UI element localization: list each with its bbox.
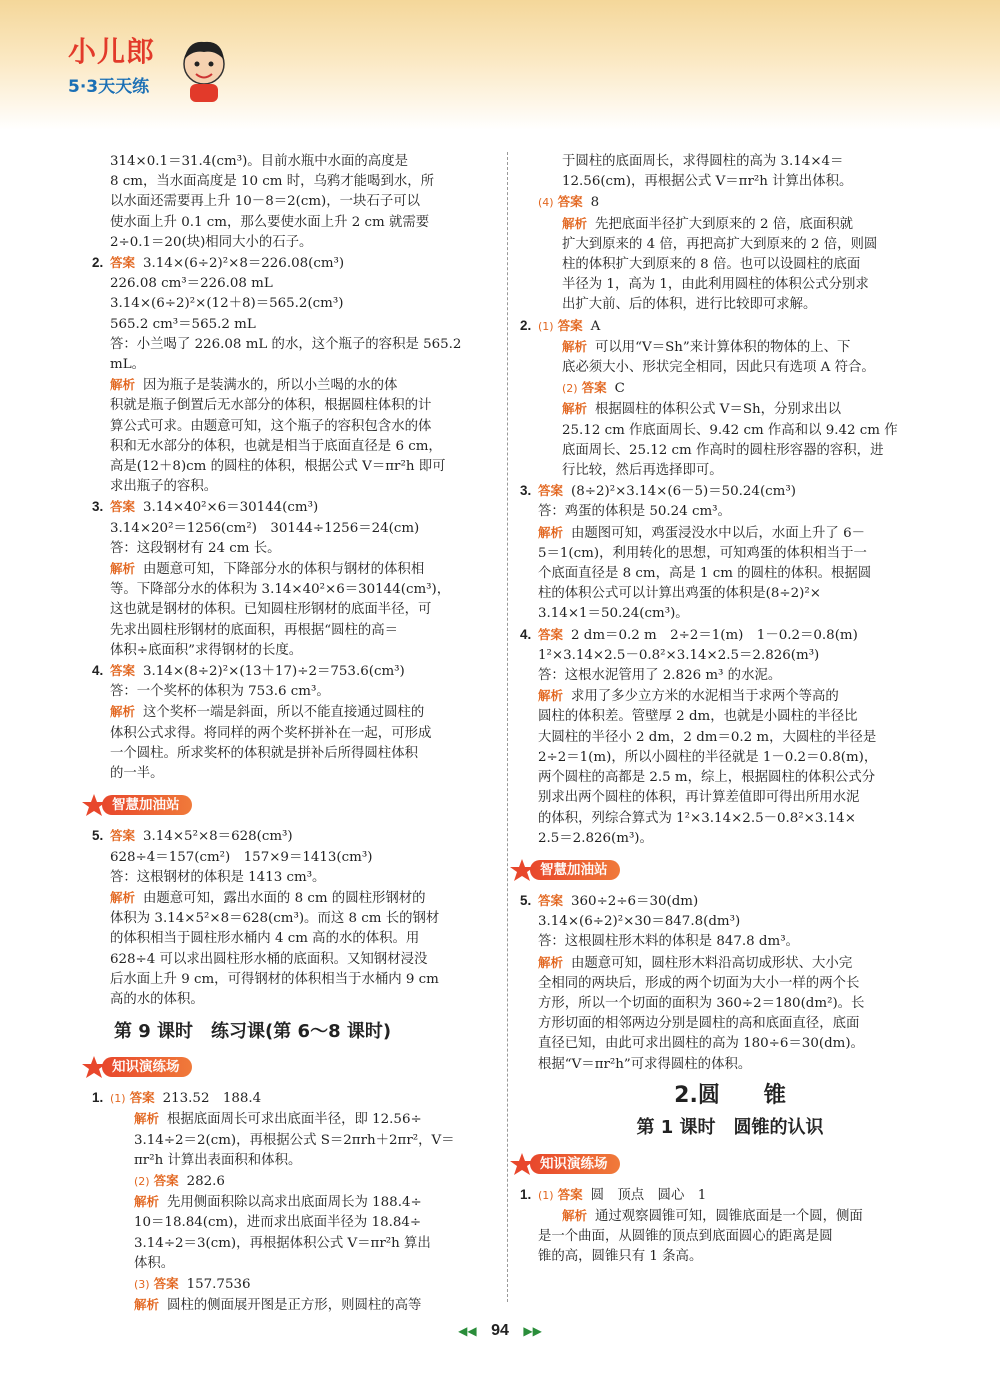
l1-p2-jx-tag: 解析 — [134, 1194, 160, 1210]
c1-jx-1: 是一个曲面，从圆锥的顶点到底面圆心的距离是圆 — [538, 1229, 833, 1245]
r2-p2-jx-0: 根据圆柱的体积公式 V＝Sh，分别求出以 — [595, 402, 841, 418]
r3-number: 3. — [520, 483, 532, 499]
question-3 — [92, 497, 494, 661]
q4-jx-3: 的一半。 — [110, 766, 164, 782]
r4-line-1: 1²×3.14×2.5－0.8²×3.14×2.5＝2.826(m³) — [538, 647, 820, 663]
left-intro-line: 使水面上升 0.1 cm，那么要使水面上升 2 cm 就需要 — [110, 214, 430, 230]
q3-line-0: 3.14×40²×6＝30144(cm³) — [143, 500, 319, 516]
banner-zhishi-left — [80, 1054, 494, 1080]
r2-p1-ans: A — [590, 318, 601, 334]
brand-subtitle: 5·3天天练 — [68, 77, 150, 97]
r4-line-2: 答：这根水泥管用了 2.826 m³ 的水泥。 — [538, 668, 782, 684]
r-p4-ans: 8 — [590, 195, 600, 211]
l1-p1-jx-2: πr²h 计算出表面积和体积。 — [134, 1152, 302, 1168]
brand-logo — [68, 30, 238, 120]
c1-jx-2: 锥的高，圆锥只有 1 条高。 — [538, 1249, 703, 1265]
left-intro-line: 以水面还需要再上升 10－8＝2(cm)，一块石子可以 — [110, 194, 421, 210]
c1-number: 1. — [520, 1186, 532, 1202]
right-continuation — [520, 152, 940, 192]
r-p4-jx-2: 柱的体积扩大到原来的 8 倍。也可以设圆柱的底面 — [562, 257, 861, 273]
column-divider — [507, 152, 508, 1302]
r5-line-0: 360÷2÷6＝30(dm) — [571, 893, 699, 909]
lesson-9-title: 第 9 课时 练习课(第 6～8 课时) — [114, 1021, 392, 1043]
right-part-4 — [520, 192, 940, 315]
l1-p3-sub: (3) — [134, 1277, 150, 1291]
q2-jx-2: 算公式可求。由题意可知，这个瓶子的容积包含水的体 — [110, 418, 432, 434]
q5-analysis-tag: 解析 — [110, 889, 136, 905]
c1-sub: (1) — [538, 1188, 554, 1202]
q3-jx-3: 先求出圆柱形钢材的底面积，再根据“圆柱的高＝ — [110, 622, 399, 638]
r2-p2-jx-2: 底面周长、25.12 cm 作高时的圆柱形容器的容积，进 — [562, 442, 884, 458]
left-intro — [92, 152, 494, 253]
r3-line-0: (8÷2)²×3.14×(6－5)＝50.24(cm³) — [571, 484, 796, 500]
r5-line-2: 答：这根圆柱形木料的体积是 847.8 dm³。 — [538, 934, 799, 950]
r5-number: 5. — [520, 892, 532, 908]
r5-jx-1: 全相同的两块后，形成的两个切面为大小一样的两个长 — [538, 975, 860, 991]
r4-jx-3: 2÷2＝1(m)，所以小圆柱的半径就是 1－0.2＝0.8(m)， — [538, 749, 878, 765]
q2-analysis-tag: 解析 — [110, 377, 136, 393]
right-question-5 — [520, 891, 940, 1075]
brand-title: 小儿郎 — [68, 35, 156, 68]
prev-arrows-icon: ◀◀ — [458, 1324, 477, 1338]
r4-line-0: 2 dm＝0.2 m 2÷2＝1(m) 1－0.2＝0.8(m) — [571, 627, 858, 643]
q4-line-0: 3.14×(8÷2)²×(13＋17)÷2＝753.6(cm³) — [143, 664, 405, 680]
r3-jx-3: 柱的体积公式可以计算出鸡蛋的体积是(8÷2)²× — [538, 586, 821, 602]
q3-jx-1: 等。下降部分水的体积为 3.14×40²×6＝30144(cm³)， — [110, 582, 451, 598]
l1-p3-jx-0: 圆柱的侧面展开图是正方形，则圆柱的高等 — [167, 1298, 422, 1314]
r3-analysis-tag: 解析 — [538, 524, 564, 540]
l1-number: 1. — [92, 1090, 104, 1106]
q2-number: 2. — [92, 255, 104, 271]
left-intro-line: 314×0.1＝31.4(cm³)。目前水瓶中水面的高度是 — [110, 154, 408, 169]
r5-jx-0: 由题意可知，圆柱形木料沿高切成形状、大小完 — [571, 955, 853, 971]
l1-p2-jx-3: 体积。 — [134, 1255, 175, 1271]
q3-number: 3. — [92, 499, 104, 515]
c1-tag: 答案 — [557, 1186, 583, 1202]
r3-line-1: 答：鸡蛋的体积是 50.24 cm³。 — [538, 504, 731, 520]
right-top-0: 于圆柱的底面周长，求得圆柱的高为 3.14×4＝ — [562, 154, 844, 169]
q2-line-2: 3.14×(6÷2)²×(12＋8)＝565.2(cm³) — [110, 296, 344, 312]
r4-analysis-tag: 解析 — [538, 688, 564, 704]
q5-line-0: 3.14×5²×8＝628(cm³) — [143, 829, 293, 845]
r5-analysis-tag: 解析 — [538, 954, 564, 970]
q2-jx-0: 因为瓶子是装满水的，所以小兰喝的水的体 — [143, 378, 398, 394]
l1-p1-jx-tag: 解析 — [134, 1111, 160, 1127]
r-p4-jx-4: 出扩大前、后的体积，进行比较即可求解。 — [562, 297, 817, 313]
banner-zhihui-left-label: 智慧加油站 — [102, 795, 192, 815]
q2-line-4: 答：小兰喝了 226.08 mL 的水，这个瓶子的容积是 565.2 mL。 — [110, 336, 462, 373]
l1-p1-tag: 答案 — [129, 1090, 155, 1106]
question-4 — [92, 661, 494, 784]
r2-number: 2. — [520, 317, 532, 333]
q5-line-2: 答：这根钢材的体积是 1413 cm³。 — [110, 869, 326, 885]
r2-p1-sub: (1) — [538, 319, 554, 333]
q4-number: 4. — [92, 663, 104, 679]
c1-jx-tag: 解析 — [562, 1207, 588, 1223]
q2-jx-5: 求出瓶子的容积。 — [110, 479, 218, 495]
q3-answer-tag: 答案 — [110, 499, 136, 515]
r2-p2-tag: 答案 — [581, 380, 607, 396]
right-question-2 — [520, 316, 940, 482]
q4-line-1: 答：一个奖杯的体积为 753.6 cm³。 — [110, 684, 330, 700]
r4-jx-7: 2.5＝2.826(m³)。 — [538, 830, 653, 846]
q3-jx-2: 这也就是钢材的体积。已知圆柱形钢材的底面半径，可 — [110, 602, 432, 618]
r-p4-jx-3: 半径为 1，高为 1，由此利用圆柱的体积公式分别求 — [562, 277, 869, 293]
r2-p2-jx-tag: 解析 — [562, 401, 588, 417]
r4-jx-4: 两个圆柱的高都是 2.5 m，综上，根据圆柱的体积公式分 — [538, 770, 876, 786]
c1-ans: 圆 顶点 圆心 1 — [590, 1187, 707, 1203]
r3-answer-tag: 答案 — [538, 483, 564, 499]
l1-p2-sub: (2) — [134, 1174, 150, 1188]
r-p4-tag: 答案 — [557, 194, 583, 210]
left-column — [92, 152, 494, 1316]
q5-number: 5. — [92, 828, 104, 844]
r2-p2-jx-3: 行比较，然后再选择即可。 — [562, 463, 723, 479]
r-p4-jx-tag: 解析 — [562, 215, 588, 231]
r3-jx-2: 个底面直径是 8 cm，高是 1 cm 的圆柱的体积。根据圆 — [538, 566, 872, 582]
l1-p1-jx-0: 根据底面周长可求出底面半径，即 12.56÷ — [167, 1112, 422, 1128]
q2-line-3: 565.2 cm³＝565.2 mL — [110, 316, 256, 332]
q2-jx-3: 积和无水部分的体积，也就是相当于底面直径是 6 cm， — [110, 438, 442, 454]
q4-analysis-tag: 解析 — [110, 704, 136, 720]
l1-p3-tag: 答案 — [153, 1275, 179, 1291]
banner-zhihui-right-label: 智慧加油站 — [530, 860, 620, 880]
banner-zhishi-right-label: 知识演练场 — [530, 1154, 620, 1174]
r4-jx-2: 大圆柱的半径小 2 dm，2 dm＝0.2 m，大圆柱的半径是 — [538, 729, 877, 745]
q3-line-1: 3.14×20²＝1256(cm²) 30144÷1256＝24(cm) — [110, 520, 420, 536]
q2-line-0: 3.14×(6÷2)²×8＝226.08(cm³) — [143, 256, 345, 272]
q2-jx-4: 高是(12＋8)cm 的圆柱的体积，根据公式 V＝πr²h 即可 — [110, 459, 446, 475]
q3-analysis-tag: 解析 — [110, 561, 136, 577]
q3-jx-0: 由题意可知，下降部分水的体积与钢材的体积相 — [143, 562, 425, 578]
r2-p1-jx-1: 底必须大小、形状完全相同，因此只有选项 A 符合。 — [562, 360, 875, 376]
l1-p3-ans: 157.7536 — [186, 1276, 251, 1292]
page-number: 94 — [491, 1322, 509, 1339]
r-p4-jx-1: 扩大到原来的 4 倍，再把高扩大到原来的 2 倍，则圆 — [562, 236, 878, 252]
r4-answer-tag: 答案 — [538, 626, 564, 642]
lesson-1-title: 第 1 课时 圆锥的认识 — [636, 1116, 824, 1138]
l1-p3-jx-tag: 解析 — [134, 1297, 160, 1313]
mascot-icon — [176, 34, 232, 104]
l1-p1-ans: 213.52 188.4 — [162, 1091, 262, 1107]
r3-jx-0: 由题图可知，鸡蛋浸没水中以后，水面上升了 6－ — [571, 525, 865, 541]
r4-jx-6: 的体积，列综合算式为 1²×3.14×2.5－0.8²×3.14× — [538, 810, 856, 826]
r5-jx-3: 方形切面的相邻两边分别是圆柱的高和底面直径，底面 — [538, 1016, 860, 1032]
q5-jx-1: 体积为 3.14×5²×8＝628(cm³)。而这 8 cm 长的钢材 — [110, 911, 440, 927]
q4-jx-1: 体积公式求得。将同样的两个奖杯拼补在一起，可形成 — [110, 725, 432, 741]
r2-p2-sub: (2) — [562, 382, 578, 396]
q2-answer-tag: 答案 — [110, 255, 136, 271]
r4-jx-5: 别求出两个圆柱的体积，再计算差值即可得出所用水泥 — [538, 790, 860, 806]
banner-zhihui-right — [508, 857, 940, 883]
right-top-1: 12.56(cm)，再根据公式 V＝πr²h 计算出体积。 — [562, 174, 853, 190]
l1-p2-jx-1: 10＝18.84(cm)，进而求出底面半径为 18.84÷ — [134, 1215, 422, 1231]
r5-jx-2: 方形，所以一个切面的面积为 360÷2＝180(dm²)。长 — [538, 995, 865, 1011]
q5-jx-5: 高的水的体积。 — [110, 991, 204, 1007]
l1-p2-ans: 282.6 — [186, 1173, 225, 1189]
right-question-4 — [520, 625, 940, 849]
q5-jx-2: 的体积相当于圆柱形水桶内 4 cm 高的水的体积。用 — [110, 931, 420, 947]
q2-line-1: 226.08 cm³＝226.08 mL — [110, 276, 273, 292]
question-5 — [92, 826, 494, 1010]
r2-p1-jx-0: 可以用“V＝Sh”来计算体积的物体的上、下 — [595, 339, 851, 355]
r2-p1-tag: 答案 — [557, 317, 583, 333]
left-intro-line: 2÷0.1＝20(块)相同大小的石子。 — [110, 234, 313, 250]
banner-zhishi-right — [508, 1151, 940, 1177]
r5-line-1: 3.14×(6÷2)²×30＝847.8(dm³) — [538, 914, 741, 930]
right-question-3 — [520, 481, 940, 624]
cone-question-1 — [520, 1185, 940, 1268]
q3-line-2: 答：这段钢材有 24 cm 长。 — [110, 540, 281, 556]
page-footer — [0, 1322, 1000, 1340]
r2-p1-jx-tag: 解析 — [562, 338, 588, 354]
r3-jx-1: 5＝1(cm)，利用转化的思想，可知鸡蛋的体积相当于一 — [538, 545, 867, 561]
question-2 — [92, 253, 494, 497]
q5-jx-4: 后水面上升 9 cm，可得钢材的体积相当于水桶内 9 cm — [110, 971, 439, 987]
l1-p2-jx-2: 3.14÷2＝3(cm)，再根据体积公式 V＝πr²h 算出 — [134, 1235, 431, 1251]
r4-jx-0: 求用了多少立方米的水泥相当于求两个等高的 — [571, 689, 839, 705]
r2-p2-ans: C — [614, 381, 625, 397]
q3-jx-4: 体积÷底面积”求得钢材的长度。 — [110, 642, 303, 658]
q4-answer-tag: 答案 — [110, 663, 136, 679]
right-column — [520, 152, 940, 1268]
q5-answer-tag: 答案 — [110, 828, 136, 844]
r3-jx-4: 3.14×1＝50.24(cm³)。 — [538, 606, 689, 622]
r-p4-jx-0: 先把底面半径扩大到原来的 2 倍，底面积就 — [595, 216, 854, 232]
q5-jx-0: 由题意可知，露出水面的 8 cm 的圆柱形钢材的 — [143, 890, 426, 906]
r4-number: 4. — [520, 626, 532, 642]
unit-2-title: 2.圆 锥 — [674, 1082, 786, 1108]
c1-jx-0: 通过观察圆锥可知，圆锥底面是一个圆，侧面 — [595, 1208, 863, 1224]
l1-p2-jx-0: 先用侧面积除以高求出底面周长为 188.4÷ — [167, 1195, 422, 1211]
banner-zhishi-left-label: 知识演练场 — [102, 1057, 192, 1077]
l1-p1-sub: (1) — [110, 1092, 126, 1106]
r2-p2-jx-1: 25.12 cm 作底面周长、9.42 cm 作高和以 9.42 cm 作 — [562, 422, 898, 438]
q5-jx-3: 628÷4 可以求出圆柱形水桶的底面积。又知钢材浸没 — [110, 951, 428, 967]
q4-jx-2: 一个圆柱。所求奖杯的体积就是拼补后所得圆柱体积 — [110, 745, 418, 761]
next-arrows-icon: ▶▶ — [523, 1324, 542, 1338]
r5-jx-4: 直径已知，由此可求出圆柱的高为 180÷6＝30(dm)。 — [538, 1036, 864, 1052]
r4-jx-1: 圆柱的体积差。管壁厚 2 dm，也就是小圆柱的半径比 — [538, 709, 858, 725]
q4-jx-0: 这个奖杯一端是斜面，所以不能直接通过圆柱的 — [143, 705, 425, 721]
banner-zhihui-left — [80, 792, 494, 818]
lesson9-q1 — [92, 1088, 494, 1316]
q2-jx-1: 积就是瓶子倒置后无水部分的体积，根据圆柱体积的计 — [110, 398, 432, 414]
l1-p1-jx-1: 3.14÷2＝2(cm)，再根据公式 S＝2πrh＋2πr²，V＝ — [134, 1132, 455, 1148]
r5-answer-tag: 答案 — [538, 892, 564, 908]
q5-line-1: 628÷4＝157(cm²) 157×9＝1413(cm³) — [110, 849, 373, 865]
left-intro-line: 8 cm，当水面高度是 10 cm 时，乌鸦才能喝到水，所 — [110, 174, 435, 190]
r5-jx-5: 根据“V＝πr²h”可求得圆柱的体积。 — [538, 1056, 752, 1072]
r-p4-sub: (4) — [538, 196, 554, 210]
l1-p2-tag: 答案 — [153, 1172, 179, 1188]
